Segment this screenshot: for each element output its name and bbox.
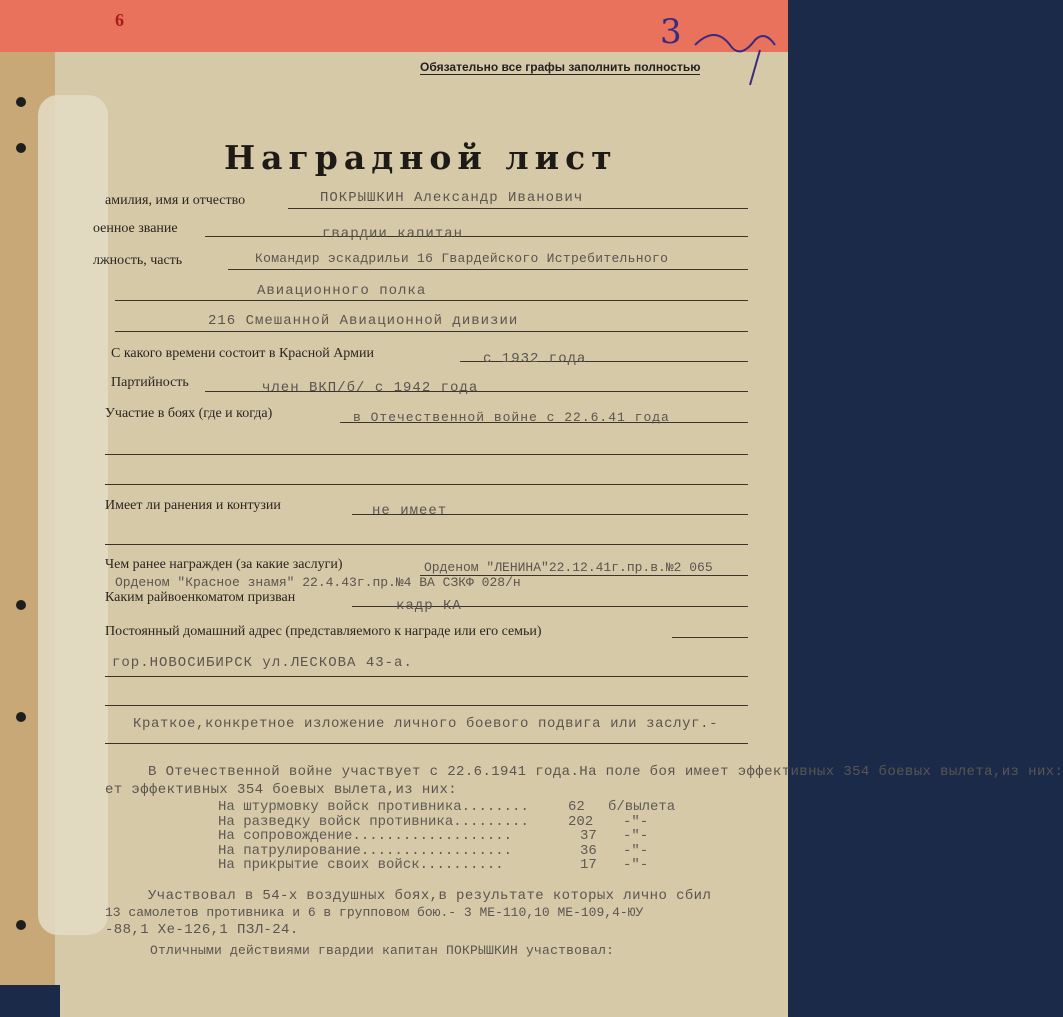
- page-title: Наградной лист: [224, 138, 618, 177]
- commissariat-value: кадр КА: [396, 598, 462, 614]
- punch-hole: [16, 143, 26, 153]
- address-value: гор.НОВОСИБИРСК ул.ЛЕСКОВА 43-а.: [112, 655, 413, 671]
- narrative-line: Отличными действиями гвардии капитан ПОКРЫШКИН участвовал:: [150, 943, 615, 958]
- party-label: Партийность: [111, 375, 189, 390]
- sortie-unit: б/вылета: [608, 799, 676, 815]
- name-label: амилия, имя и отчество: [105, 193, 246, 208]
- position-label: лжность, часть: [93, 253, 183, 268]
- fill-line: [115, 331, 748, 332]
- party-value: член ВКП/б/ с 1942 года: [262, 380, 479, 396]
- sorties-list: [218, 800, 698, 873]
- punch-hole: [16, 920, 26, 930]
- battles-label: Участие в боях (где и когда): [105, 406, 273, 421]
- army-label: С какого времени состоит в Красной Армии: [111, 346, 374, 361]
- fill-line: [105, 544, 748, 545]
- fill-line: [105, 676, 748, 677]
- page-mark-left: 6: [115, 10, 124, 30]
- position-value-1: Командир эскадрильи 16 Гвардейского Истребительного: [255, 251, 669, 266]
- punch-hole: [16, 712, 26, 722]
- sortie-value: 62: [568, 799, 585, 815]
- awards-value-1: Орденом "ЛЕНИНА"22.12.41г.пр.в.№2 065: [424, 560, 713, 575]
- position-value-3: 216 Смешанной Авиационной дивизии: [208, 313, 519, 329]
- fill-line: [115, 300, 748, 301]
- narrative-line: 13 самолетов противника и 6 в групповом бою.- 3 МЕ-110,10 МЕ-109,4-ЮУ: [105, 905, 644, 920]
- sortie-row: На штурмовку войск противника........ 62 б/вылета: [218, 799, 676, 815]
- narrative-line: ет эффективных 354 боевых вылета,из них:: [105, 782, 458, 798]
- position-value-2: Авиационного полка: [257, 283, 427, 299]
- summary-heading: Краткое,конкретное изложение личного боевого подвига или заслуг.-: [133, 716, 719, 732]
- commissariat-label: Каким райвоенкоматом призван: [105, 590, 296, 605]
- fill-line: [672, 637, 748, 638]
- sortie-label: На патрулирование: [218, 842, 361, 859]
- address-label: Постоянный домашний адрес (представляемого к награде или его семьи): [105, 624, 542, 639]
- sortie-label: На штурмовку войск противника: [218, 799, 462, 815]
- fill-line: [228, 269, 748, 270]
- handwritten-scribble: [690, 20, 780, 90]
- page-mark-right: 3: [660, 12, 682, 52]
- battles-value: в Отечественной войне с 22.6.41 года: [353, 410, 670, 425]
- background-edge: [0, 985, 60, 1017]
- sortie-unit: -"-: [623, 813, 649, 830]
- rank-value: гвардии капитан: [322, 226, 464, 242]
- sortie-row: На прикрытие своих войск.......... 17 -"-: [218, 857, 649, 873]
- fill-line: [205, 236, 748, 237]
- narrative-line: -88,1 Хе-126,1 ПЗЛ-24.: [105, 922, 299, 938]
- sortie-value: 17: [580, 857, 597, 873]
- fill-line: [105, 454, 748, 455]
- section-divider: [105, 705, 748, 706]
- sortie-unit: -"-: [623, 857, 649, 873]
- wounds-label: Имеет ли ранения и контузии: [105, 498, 281, 513]
- awards-label: Чем ранее награжден (за какие заслуги): [105, 557, 343, 572]
- narrative-line: Участвовал в 54-х воздушных боях,в результате которых лично сбил: [148, 888, 712, 904]
- wounds-value: не имеет: [372, 503, 448, 519]
- sortie-label: На разведку войск противника: [218, 813, 454, 830]
- punch-hole: [16, 97, 26, 107]
- sortie-label: На прикрытие своих войск: [218, 857, 420, 873]
- army-value: с 1932 года: [483, 351, 587, 367]
- sortie-value: 36: [580, 842, 597, 859]
- sortie-row: На сопровождение................... 37 -"-: [218, 828, 649, 844]
- rank-label: оенное звание: [93, 221, 178, 236]
- section-divider: [105, 743, 748, 744]
- sortie-row: На патрулирование.................. 36 -"-: [218, 842, 649, 859]
- sortie-row: На разведку войск противника......... 202 -"-: [218, 813, 649, 830]
- name-value: ПОКРЫШКИН Александр Иванович: [320, 190, 584, 206]
- awards-value-2: Орденом "Красное знамя" 22.4.43г.пр.№4 ВА СЗКФ 028/н: [115, 575, 521, 590]
- sortie-label: На сопровождение: [218, 828, 353, 844]
- sortie-unit: -"-: [623, 842, 649, 859]
- narrative-line: В Отечественной войне участвует с 22.6.1941 года.На поле боя имеет эффективных 354 боевых вылета,из них:: [148, 764, 1063, 780]
- notice: Обязательно все графы заполнить полностью: [420, 60, 701, 74]
- sortie-unit: -"-: [623, 828, 649, 844]
- fill-line: [105, 484, 748, 485]
- punch-hole: [16, 600, 26, 610]
- fill-line: [288, 208, 748, 209]
- sortie-value: 37: [580, 828, 597, 844]
- sortie-value: 202: [568, 813, 594, 830]
